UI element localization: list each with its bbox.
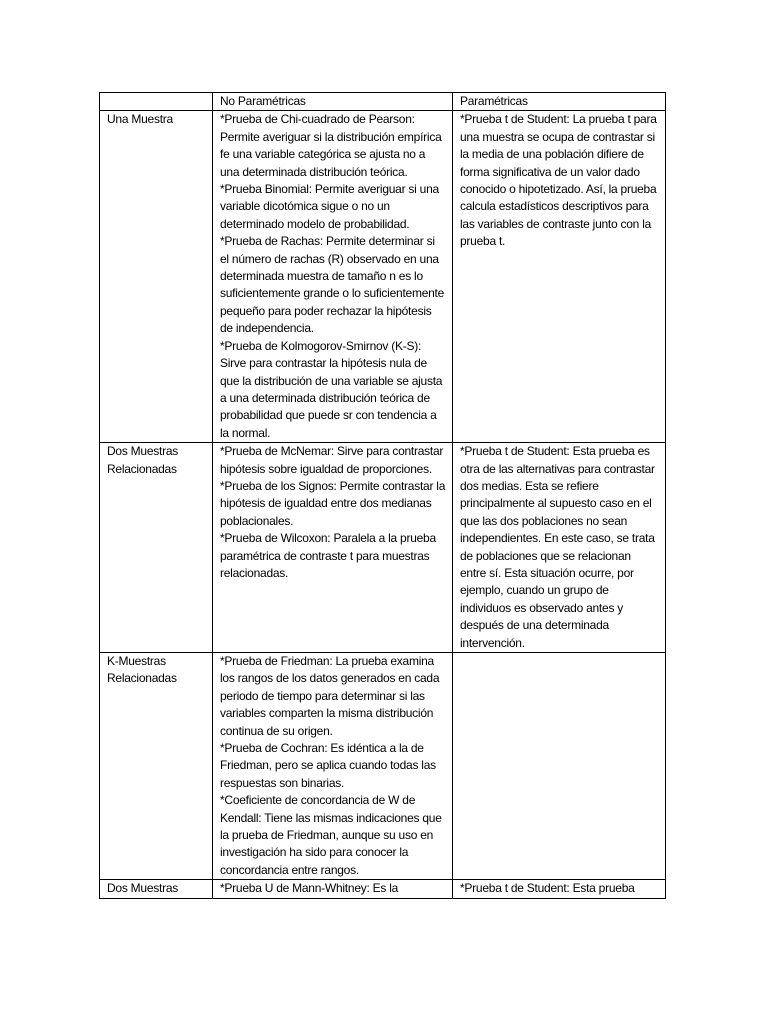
- row-label: Dos Muestras: [100, 880, 213, 898]
- no-parametricas-cell: *Prueba U de Mann-Whitney: Es la: [213, 880, 453, 898]
- header-cell-empty: [100, 93, 213, 111]
- table-row: [100, 880, 666, 898]
- parametricas-cell: [453, 653, 666, 880]
- table-row: [100, 111, 666, 443]
- no-parametricas-cell: *Prueba de McNemar: Sirve para contrastar hipótesis sobre igualdad de proporciones. *Prueba de los Signos: Permite contrastar la hipótesis de igualdad entre dos medianas poblacionales. *Prueba de Wilcoxon: Paralela a la prueba paramétrica de contraste t para muestras relacionadas.: [213, 443, 453, 653]
- table-row: [100, 443, 666, 653]
- parametricas-cell: *Prueba t de Student: La prueba t para una muestra se ocupa de contrastar si la media de una población difiere de forma significativa de un valor dado conocido o hipotetizado. Así, la prueba calcula estadísticos descriptivos para las variables de contraste junto con la prueba t.: [453, 111, 666, 443]
- header-cell-no-parametricas: No Paramétricas: [213, 93, 453, 111]
- header-cell-parametricas: Paramétricas: [453, 93, 666, 111]
- row-label: K-Muestras Relacionadas: [100, 653, 213, 880]
- no-parametricas-cell: *Prueba de Chi-cuadrado de Pearson: Permite averiguar si la distribución empírica fe una variable categórica se ajusta no a una determinada distribución teórica. *Prueba Binomial: Permite averiguar si una variable dicotómica sigue o no un determinado modelo de probabilidad. *Prueba de Rachas: Permite determinar si el número de rachas (R) observado en una determinada muestra de tamaño n es lo suficientemente grande o lo suficientemente pequeño para poder rechazar la hipótesis de independencia. *Prueba de Kolmogorov-Smirnov (K-S): Sirve para contrastar la hipótesis nula de que la distribución de una variable se ajusta a una determinada distribución teórica de probabilidad que puede sr con tendencia a la normal.: [213, 111, 453, 443]
- parametricas-cell: *Prueba t de Student: Esta prueba es otra de las alternativas para contrastar dos medias. Esta se refiere principalmente al supuesto caso en el que las dos poblaciones no sean independientes. En este caso, se trata de poblaciones que se relacionan entre sí. Esta situación ocurre, por ejemplo, cuando un grupo de individuos es observado antes y después de una determinada intervención.: [453, 443, 666, 653]
- table-row: [100, 653, 666, 880]
- table-header-row: [100, 93, 666, 111]
- no-parametricas-cell: *Prueba de Friedman: La prueba examina los rangos de los datos generados en cada periodo de tiempo para determinar si las variables comparten la misma distribución continua de su origen. *Prueba de Cochran: Es idéntica a la de Friedman, pero se aplica cuando todas las respuestas son binarias. *Coeficiente de concordancia de W de Kendall: Tiene las mismas indicaciones que la prueba de Friedman, aunque su uso en investigación ha sido para conocer la concordancia entre rangos.: [213, 653, 453, 880]
- comparison-table: [99, 92, 666, 899]
- parametricas-cell: *Prueba t de Student: Esta prueba: [453, 880, 666, 898]
- row-label: Dos Muestras Relacionadas: [100, 443, 213, 653]
- row-label: Una Muestra: [100, 111, 213, 443]
